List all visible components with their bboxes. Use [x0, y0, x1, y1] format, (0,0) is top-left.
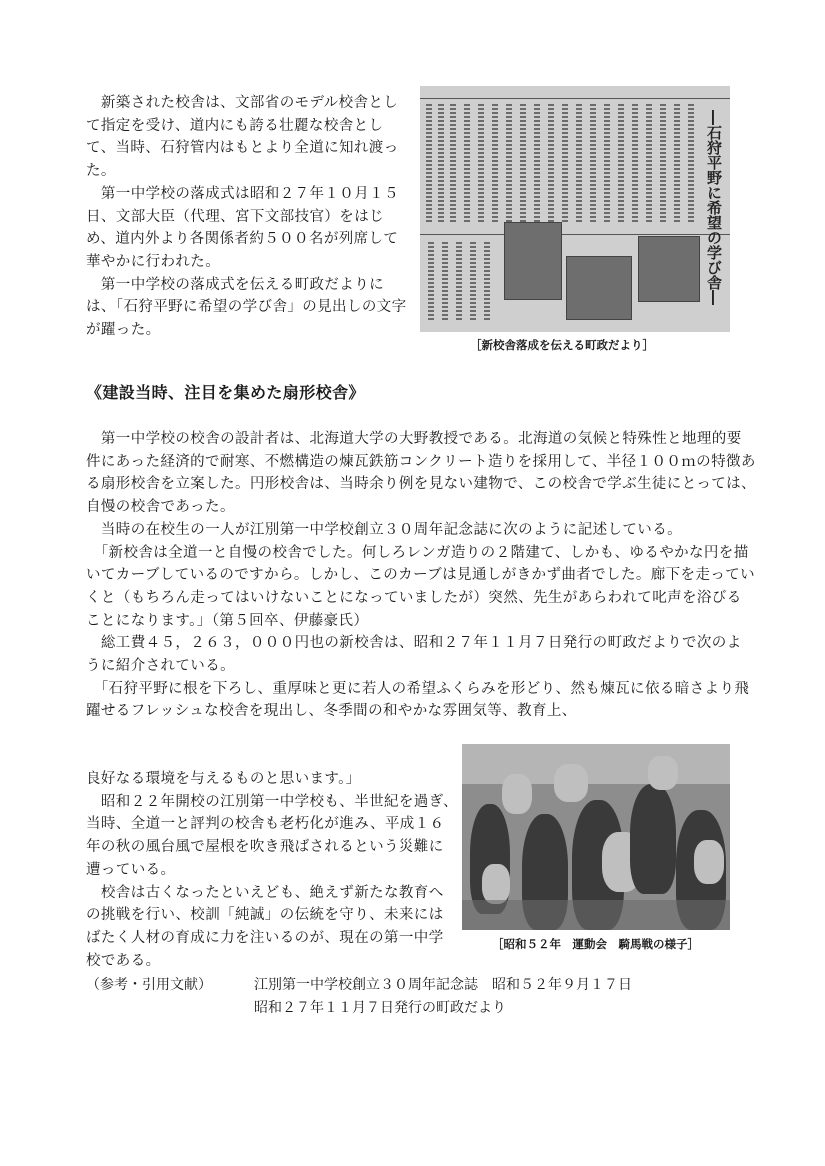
- reference-item: 昭和２７年１１月７日発行の町政だより: [254, 1000, 506, 1016]
- photo-caption: ［昭和５２年 運動会 騎馬戦の様子］: [492, 937, 699, 951]
- clipping-headline: ―石狩平野に希望の学び舎―: [705, 110, 723, 305]
- body-paragraph: 総工費４５，２６３，０００円也の新校舎は、昭和２７年１１月７日発行の町政だよりで次のように紹介されている。: [86, 635, 742, 675]
- body-paragraph: 昭和２２年開校の江別第一中学校も、半世紀を過ぎ、当時、全道一と評判の校舎も老朽化が進み、平成１６年の秋の風台風で屋根を吹き飛ばされるという災難に遭っている。: [86, 793, 458, 878]
- body-paragraph: 校舎は古くなったといえども、絶えず新たな教育への挑戦を行い、校訓「純誠」の伝統を守り、未来にはばたく人材の育成に力を注いるのが、現在の第一中学校である。: [86, 884, 444, 969]
- intro-paragraph: 第一中学校の落成式を伝える町政だよりには、「石狩平野に希望の学び舎」の見出しの文字が躍った。: [86, 276, 407, 339]
- intro-text: [86, 92, 411, 342]
- reference-item: 江別第一中学校創立３０周年記念誌 昭和５２年９月１７日: [254, 977, 632, 993]
- body-paragraph: 第一中学校の校舎の設計者は、北海道大学の大野教授である。北海道の気候と特殊性と地理的要件にあった経済的で耐寒、不燃構造の煉瓦鉄筋コンクリート造りを採用して、半径１００ｍの特徴ある扇形校舎を立案した。円形校舎は、当時余り例を見ない建物で、この校舎で学ぶ生徒にとっては、自慢の校舎であった。: [86, 431, 756, 516]
- body-paragraph: 「新校舎は全道一と自慢の校舎でした。何しろレンガ造りの２階建て、しかも、ゆるやかな円を描いてカーブしているのですから。しかし、このカーブは見通しがきかず曲者でした。廊下を走っていくと（もちろん走ってはいけないことになっていましたが）突然、先生があらわれて叱声を浴びることになります。」（第５回卒、伊藤豪氏）: [86, 544, 756, 629]
- body-paragraph: 良好なる環境を与えるものと思います。」: [86, 771, 361, 787]
- intro-paragraph: 第一中学校の落成式は昭和２７年１０月１５日、文部大臣（代理、宮下文部技官）をはじめ、道内外より各関係者約５００名が列席して華やかに行われた。: [86, 185, 399, 270]
- references-label: （参考・引用文献）: [86, 977, 212, 993]
- sports-day-photo: [462, 744, 730, 930]
- newspaper-clipping-image: [420, 86, 730, 332]
- section-body: [86, 428, 756, 723]
- clipping-caption: ［新校舎落成を伝える町政だより］: [470, 338, 654, 352]
- body-paragraph: 当時の在校生の一人が江別第一中学校創立３０周年記念誌に次のように記述している。: [86, 521, 682, 538]
- intro-paragraph: 新築された校舎は、文部省のモデル校舎として指定を受け、道内にも誇る壮麗な校舎として、当時、石狩管内はもとより全道に知れ渡った。: [86, 95, 399, 180]
- section-heading: 《建設当時、注目を集めた扇形校舎》: [86, 383, 365, 402]
- body-paragraph: 「石狩平野に根を下ろし、重厚味と更に若人の希望ふくらみを形どり、然も煉瓦に依る暗さより飛躍せるフレッシュな校舎を現出し、冬季間の和やかな雰囲気等、教育上、: [86, 680, 750, 720]
- section-body-continued: [86, 768, 458, 972]
